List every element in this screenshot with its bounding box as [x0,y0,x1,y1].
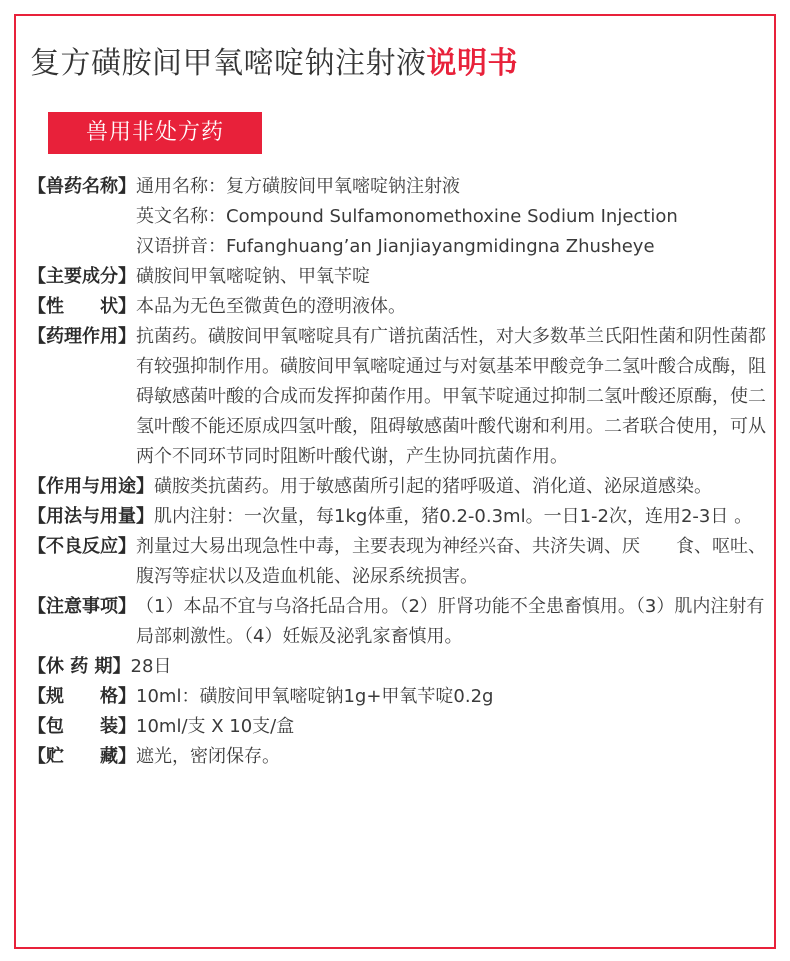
section-text: 本品为无色至微黄色的澄明液体。 [136,296,406,317]
section-label: 【注意事项】 [28,596,136,617]
section-dosage [28,502,766,532]
section-label: 【兽药名称】 [28,176,136,197]
english-name-row [136,202,766,232]
section-indications [28,472,766,502]
section-ingredients [28,262,766,292]
section-withdrawal-period [28,652,766,682]
pinyin-name-row [136,232,766,262]
section-appearance [28,292,766,322]
section-label: 【药理作用】 [28,326,136,347]
generic-name-row [136,172,766,202]
section-text: 磺胺间甲氧嘧啶钠、甲氧苄啶 [136,266,370,287]
section-label: 【贮 藏】 [28,746,136,767]
section-label: 【主要成分】 [28,266,136,287]
title-accent: 说明书 [426,46,518,81]
section-text: 10ml/支 X 10支/盒 [136,716,295,737]
section-text: 10ml：磺胺间甲氧嘧啶钠1g+甲氧苄啶0.2g [136,686,494,707]
section-specification [28,682,766,712]
section-text: 28日 [130,656,172,677]
generic-name-value: 复方磺胺间甲氧嘧啶钠注射液 [226,176,460,197]
otc-badge: 兽用非处方药 [48,112,262,154]
section-label: 【不良反应】 [28,536,136,557]
section-storage [28,742,766,772]
section-names [28,172,766,262]
section-label: 【规 格】 [28,686,136,707]
pinyin-name-value: Fufanghuang’an Jianjiayangmidingna Zhusheye [226,236,655,257]
english-name-key: 英文名称： [136,206,226,227]
instruction-content [28,172,766,772]
section-packaging [28,712,766,742]
section-text: 剂量过大易出现急性中毒，主要表现为神经兴奋、共济失调、厌 食、呕吐、腹泻等症状以及造血机能、泌尿系统损害。 [136,536,766,587]
section-label: 【性 状】 [28,296,136,317]
section-label: 【休 药 期】 [28,656,131,677]
title-main: 复方磺胺间甲氧嘧啶钠注射液 [30,46,427,81]
english-name-value: Compound Sulfamonomethoxine Sodium Injection [226,206,678,227]
section-adverse-reactions [28,532,766,592]
section-text: （1）本品不宜与乌洛托品合用。（2）肝肾功能不全患畜慎用。（3）肌内注射有局部刺激性。（4）妊娠及泌乳家畜慎用。 [136,596,765,647]
section-text: 磺胺类抗菌药。用于敏感菌所引起的猪呼吸道、消化道、泌尿道感染。 [154,476,712,497]
section-text: 抗菌药。磺胺间甲氧嘧啶具有广谱抗菌活性，对大多数革兰氏阳性菌和阴性菌都有较强抑制作用。磺胺间甲氧嘧啶通过与对氨基苯甲酸竞争二氢叶酸合成酶，阻碍敏感菌叶酸的合成而发挥抑菌作用。甲氧苄啶通过抑制二氢叶酸还原酶，使二氢叶酸不能还原成四氢叶酸，阻碍敏感菌叶酸代谢和利用。二者联合使用，可从两个不同环节同时阻断叶酸代谢，产生协同抗菌作用。 [136,326,766,467]
generic-name-key: 通用名称： [136,176,226,197]
page-title [30,44,518,84]
section-text: 肌内注射：一次量，每1kg体重，猪0.2-0.3ml。一日1-2次，连用2-3日 。 [154,506,753,527]
names-list [136,172,766,262]
section-text: 遮光，密闭保存。 [136,746,280,767]
pinyin-name-key: 汉语拼音： [136,236,226,257]
section-label: 【作用与用途】 [28,476,154,497]
section-pharmacology [28,322,766,472]
section-precautions [28,592,766,652]
section-label: 【包 装】 [28,716,136,737]
section-label: 【用法与用量】 [28,506,154,527]
